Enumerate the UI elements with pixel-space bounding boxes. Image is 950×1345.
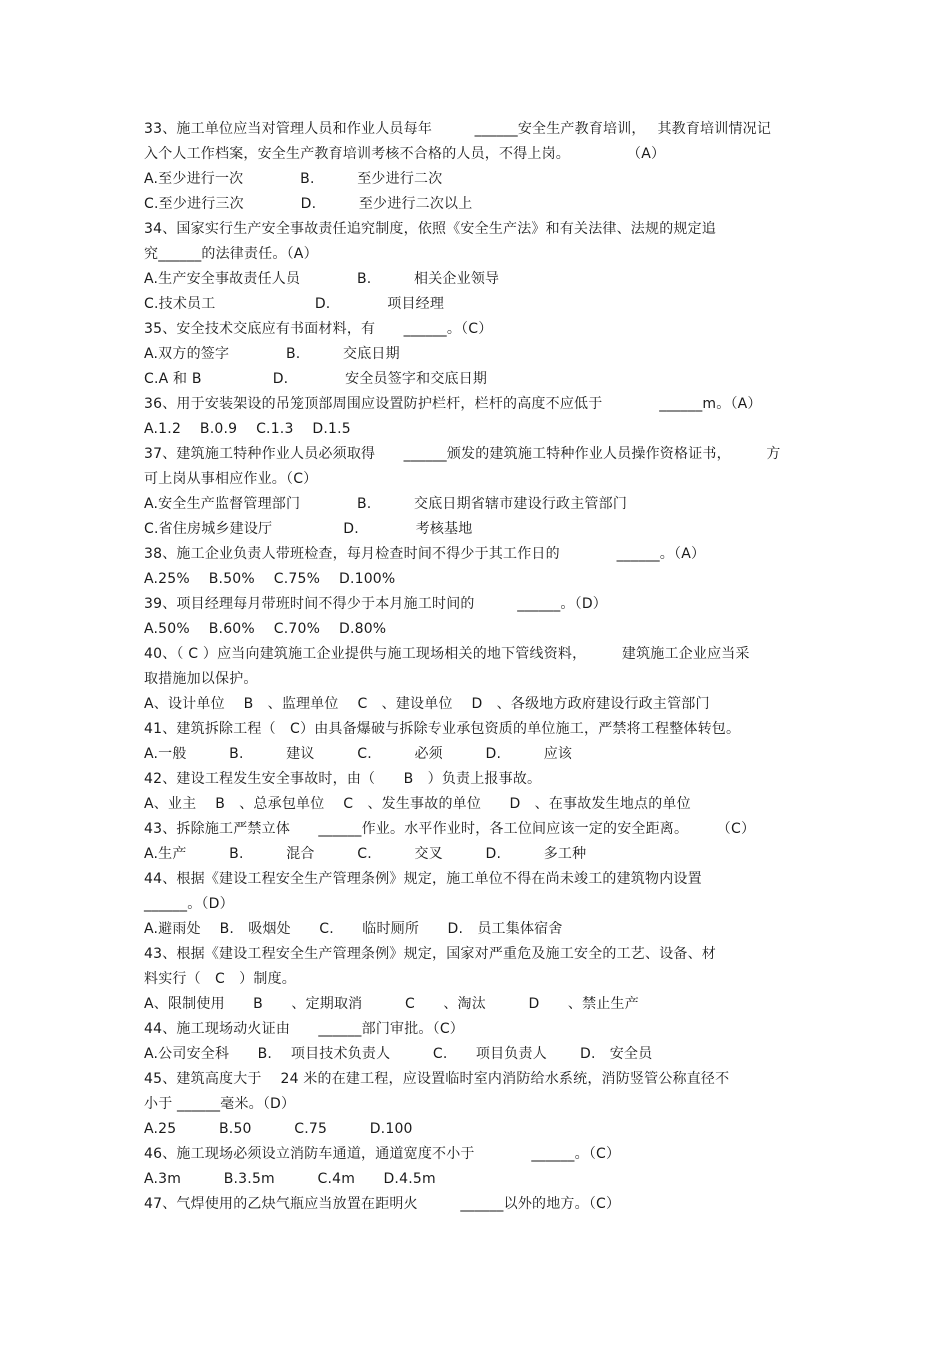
text-line: A.50% B.60% C.70% D.80% [144, 621, 387, 637]
text-line: 可上岗从事相应作业。（C） [144, 471, 318, 487]
text-line: A.双方的签字 B. 交底日期 [144, 346, 400, 362]
text-line: 44、根据《建设工程安全生产管理条例》规定，施工单位不得在尚未竣工的建筑物内设置 [144, 871, 702, 887]
text-line: 39、项目经理每月带班时间不得少于本月施工时间的 ______。（D） [144, 596, 607, 612]
text-line: C.技术员工 D. 项目经理 [144, 296, 445, 312]
text-line: A.25 B.50 C.75 D.100 [144, 1121, 413, 1137]
text-line: 45、建筑高度大于 24 米的在建工程，应设置临时室内消防给水系统，消防竖管公称直径不 [144, 1071, 730, 1087]
text-line: 46、施工现场必须设立消防车通道，通道宽度不小于 ______。（C） [144, 1146, 621, 1162]
text-line: 取措施加以保护。 [144, 671, 258, 687]
text-line: A.3m B.3.5m C.4m D.4.5m [144, 1171, 436, 1187]
text-line: 41、建筑拆除工程（ C）由具备爆破与拆除专业承包资质的单位施工，严禁将工程整体转包。 [144, 721, 741, 737]
text-line: 38、施工企业负责人带班检查，每月检查时间不得少于其工作日的 ______。（A） [144, 546, 706, 562]
text-line: 44、施工现场动火证由 ______部门审批。（C） [144, 1021, 464, 1037]
text-line: 入个人工作档案，安全生产教育培训考核不合格的人员，不得上岗。 （A） [144, 146, 666, 162]
text-line: 究______的法律责任。（A） [144, 246, 318, 262]
text-line: A.生产安全事故责任人员 B. 相关企业领导 [144, 271, 500, 287]
text-line: 小于 ______毫米。（D） [144, 1096, 296, 1112]
text-line: A.公司安全科 B. 项目技术负责人 C. 项目负责人 D. 安全员 [144, 1046, 653, 1062]
text-line: 43、拆除施工严禁立体 ______作业。水平作业时，各工位间应该一定的安全距离。 （C） [144, 821, 756, 837]
text-line: C.A 和 B D. 安全员签字和交底日期 [144, 371, 488, 387]
text-line: A.1.2 B.0.9 C.1.3 D.1.5 [144, 421, 351, 437]
text-line: A.一般 B. 建议 C. 必须 D. 应该 [144, 746, 573, 762]
text-line: A、限制使用 B 、定期取消 C 、淘汰 D 、禁止生产 [144, 996, 639, 1012]
text-line: 43、根据《建设工程安全生产管理条例》规定，国家对严重危及施工安全的工艺、设备、材 [144, 946, 717, 962]
text-line: 33、施工单位应当对管理人员和作业人员每年 ______安全生产教育培训， 其教育培训情况记 [144, 121, 772, 137]
text-line: 料实行（ C ）制度。 [144, 971, 296, 987]
text-line: A.避雨处 B. 吸烟处 C. 临时厕所 D. 员工集体宿舍 [144, 921, 563, 937]
text-line: C.省住房城乡建设厅 D. 考核基地 [144, 521, 473, 537]
text-line: 47、气焊使用的乙炔气瓶应当放置在距明火 ______以外的地方。（C） [144, 1196, 621, 1212]
text-line: A、业主 B 、总承包单位 C 、发生事故的单位 D 、在事故发生地点的单位 [144, 796, 691, 812]
text-line: 36、用于安装架设的吊笼顶部周围应设置防护栏杆，栏杆的高度不应低于 ______m。（A） [144, 396, 762, 412]
text-line: 37、建筑施工特种作业人员必须取得 ______颁发的建筑施工特种作业人员操作资格证书， 方 [144, 446, 781, 462]
text-line: A.安全生产监督管理部门 B. 交底日期省辖市建设行政主管部门 [144, 496, 628, 512]
text-line: 40、（ C ）应当向建筑施工企业提供与施工现场相关的地下管线资料， 建筑施工企业应当采 [144, 646, 750, 662]
text-line: 35、安全技术交底应有书面材料，有 ______。（C） [144, 321, 493, 337]
text-line: A.至少进行一次 B. 至少进行二次 [144, 171, 443, 187]
text-line: A、设计单位 B 、监理单位 C 、建设单位 D 、各级地方政府建设行政主管部门 [144, 696, 710, 712]
text-line: 42、建设工程发生安全事故时，由（ B ）负责上报事故。 [144, 771, 542, 787]
text-line: A.25% B.50% C.75% D.100% [144, 571, 396, 587]
text-line: C.至少进行三次 D. 至少进行二次以上 [144, 196, 473, 212]
text-line: ______。（D） [144, 896, 234, 912]
text-line: 34、国家实行生产安全事故责任追究制度，依照《安全生产法》和有关法律、法规的规定追 [144, 221, 717, 237]
text-line: A.生产 B. 混合 C. 交叉 D. 多工种 [144, 846, 587, 862]
